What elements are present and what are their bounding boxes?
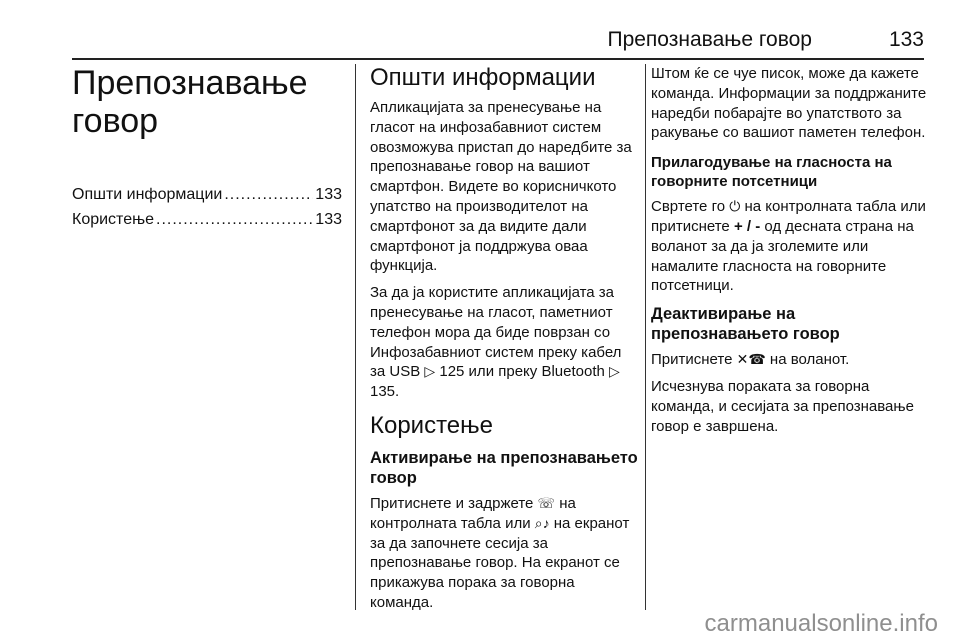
- paragraph: Притиснете ✕☎ на воланот.: [651, 351, 850, 369]
- middle-column: [370, 64, 638, 620]
- right-column: [651, 64, 931, 443]
- subsection-title: Прилагодување на гласноста на говорните потсетници: [651, 154, 892, 191]
- paragraph: Штом ќе се чуе писок, може да кажете команда. Информации за поддржаните наредби побарајте во упатството за ракување со вашиот паметен телефон.: [651, 65, 927, 142]
- screen-voice-icon: ⌕♪: [534, 514, 550, 531]
- paragraph: Апликацијата за пренесување на гласот на инфозабавниот систем овозможува пристап до наредбите за препознавање говор на вашиот смартфон. Видете во корисничкото упатство на производителот на смартфонот за да видите дали смартфонот ја поддржува оваа функција.: [370, 99, 632, 275]
- subsection-title: Активирање на препознавањето говор: [370, 448, 638, 487]
- page-link[interactable]: 135.: [370, 383, 400, 401]
- chapter-title: Препознавање говор: [72, 64, 308, 140]
- page-link[interactable]: 125: [439, 363, 465, 381]
- section-title-usage: Користење: [370, 411, 493, 439]
- toc-label: Користење: [72, 211, 154, 228]
- paragraph: Притиснете и задржете ☏ на контролната табла или ⌕♪ на екранот за да започнете сесија за препознавање говор. На екранот се прикажува порака за говорна команда.: [370, 494, 630, 611]
- subsection-title: Деактивирање на препознавањето говор: [651, 305, 840, 344]
- header-title: Препознавање говор: [607, 28, 812, 51]
- left-column: [72, 64, 342, 232]
- paragraph: Свртете го ⏻ на контролната табла или притиснете + / - од десната страна на воланот за да ја зголемите или намалите гласноста на говорните потсетници.: [651, 198, 926, 295]
- toc-label: Општи информации: [72, 186, 223, 203]
- toc-leader: [156, 207, 313, 232]
- paragraph: За да ја користите апликацијата за пренесување на гласот, паметниот телефон мора да биде поврзан со Инфозабавниот систем преку кабел за USB ▷ 125 или преку Bluetooth ▷ 135.: [370, 284, 622, 401]
- toc-page: 133: [315, 186, 342, 203]
- volume-key-label: + / -: [733, 217, 761, 235]
- header-page-number: 133: [888, 28, 924, 51]
- page-header: [72, 22, 924, 60]
- column-divider: [645, 64, 646, 610]
- section-title-general: Општи информации: [370, 64, 596, 91]
- toc-row[interactable]: [72, 182, 342, 207]
- column-divider: [355, 64, 356, 610]
- page-reference-icon: ▷: [609, 363, 620, 380]
- power-knob-icon: ⏻: [729, 198, 741, 215]
- toc-leader: [224, 182, 313, 207]
- toc-page: 133: [315, 211, 342, 228]
- paragraph: Исчезнува поракатa за говорна команда, и сесијата за препознавање говор е завршена.: [651, 377, 914, 435]
- voice-phone-icon: ☏: [537, 494, 556, 511]
- toc-row[interactable]: [72, 207, 342, 232]
- watermark: carmanualsonline.info: [704, 610, 938, 637]
- mute-end-call-icon: ✕☎: [736, 351, 766, 368]
- page-reference-icon: ▷: [424, 363, 436, 380]
